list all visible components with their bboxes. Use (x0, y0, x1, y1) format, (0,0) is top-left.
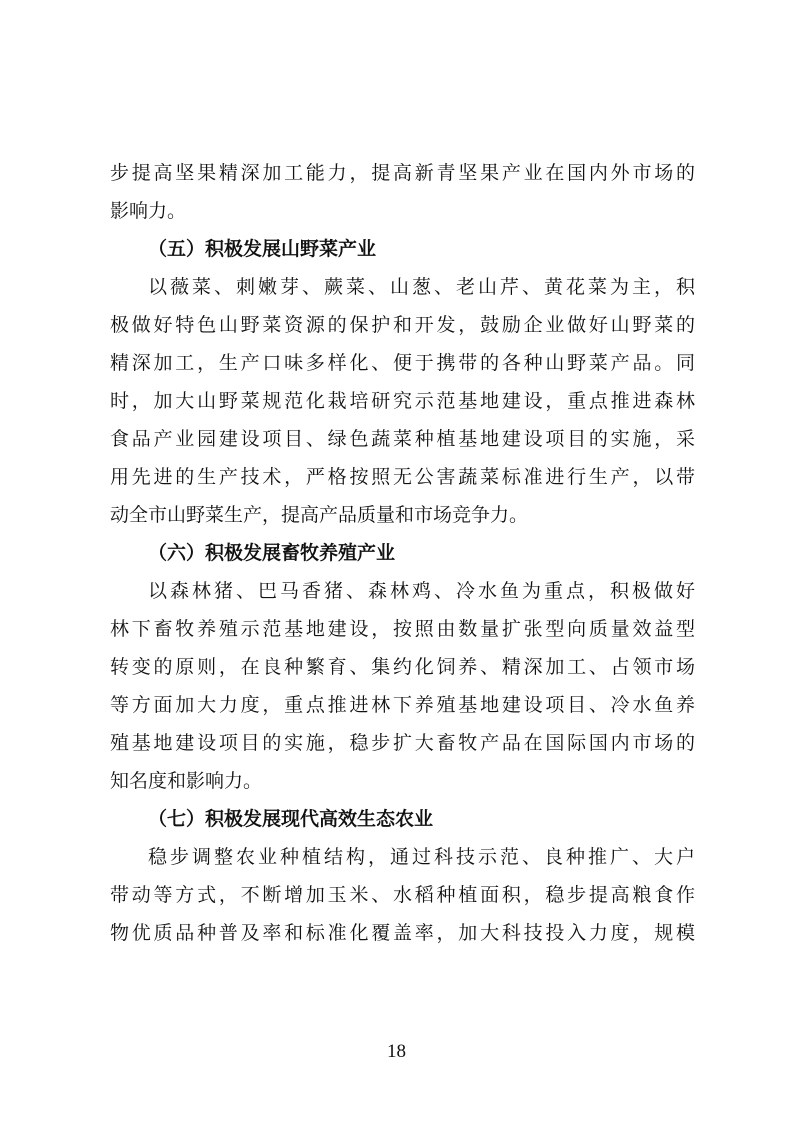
text-line-12: 以森林猪、巴马香猪、森林鸡、冷水鱼为重点，积极做好 (148, 580, 695, 602)
text-line-14: 转变的原则，在良种繁育、集约化饲养、精深加工、占领市场 (110, 656, 695, 678)
text-line-7: 时，加大山野菜规范化栽培研究示范基地建设，重点推进森林 (110, 390, 695, 412)
text-line-9: 用先进的生产技术，严格按照无公害蔬菜标准进行生产，以带 (110, 466, 695, 488)
page-number: 18 (387, 1041, 406, 1062)
text-line-19: 稳步调整农业种植结构，通过科技示范、良种推广、大户 (148, 846, 695, 868)
text-line-15: 等方面加大力度，重点推进林下养殖基地建设项目、冷水鱼养 (110, 694, 695, 716)
text-line-5: 极做好特色山野菜资源的保护和开发，鼓励企业做好山野菜的 (110, 314, 695, 336)
text-line-21: 物优质品种普及率和标准化覆盖率，加大科技投入力度，规模 (110, 922, 695, 944)
text-line-4: 以薇菜、刺嫩芽、蕨菜、山葱、老山芹、黄花菜为主，积 (148, 276, 695, 298)
text-line-6: 精深加工，生产口味多样化、便于携带的各种山野菜产品。同 (110, 352, 695, 374)
text-line-13: 林下畜牧养殖示范基地建设，按照由数量扩张型向质量效益型 (110, 618, 695, 640)
text-line-16: 殖基地建设项目的实施，稳步扩大畜牧产品在国际国内市场的 (110, 732, 695, 754)
section-heading-5: （五）积极发展山野菜产业 (148, 238, 377, 260)
text-line-10: 动全市山野菜生产，提高产品质量和市场竞争力。 (110, 504, 529, 526)
text-line-8: 食品产业园建设项目、绿色蔬菜种植基地建设项目的实施，采 (110, 428, 695, 450)
text-line-20: 带动等方式，不断增加玉米、水稻种植面积，稳步提高粮食作 (110, 884, 695, 906)
section-heading-7: （七）积极发展现代高效生态农业 (148, 808, 434, 830)
section-heading-6: （六）积极发展畜牧养殖产业 (148, 542, 396, 564)
text-line-2: 影响力。 (110, 200, 187, 222)
document-body (110, 154, 695, 952)
text-line-1: 步提高坚果精深加工能力，提高新青坚果产业在国内外市场的 (110, 162, 695, 184)
text-line-17: 知名度和影响力。 (110, 770, 263, 792)
